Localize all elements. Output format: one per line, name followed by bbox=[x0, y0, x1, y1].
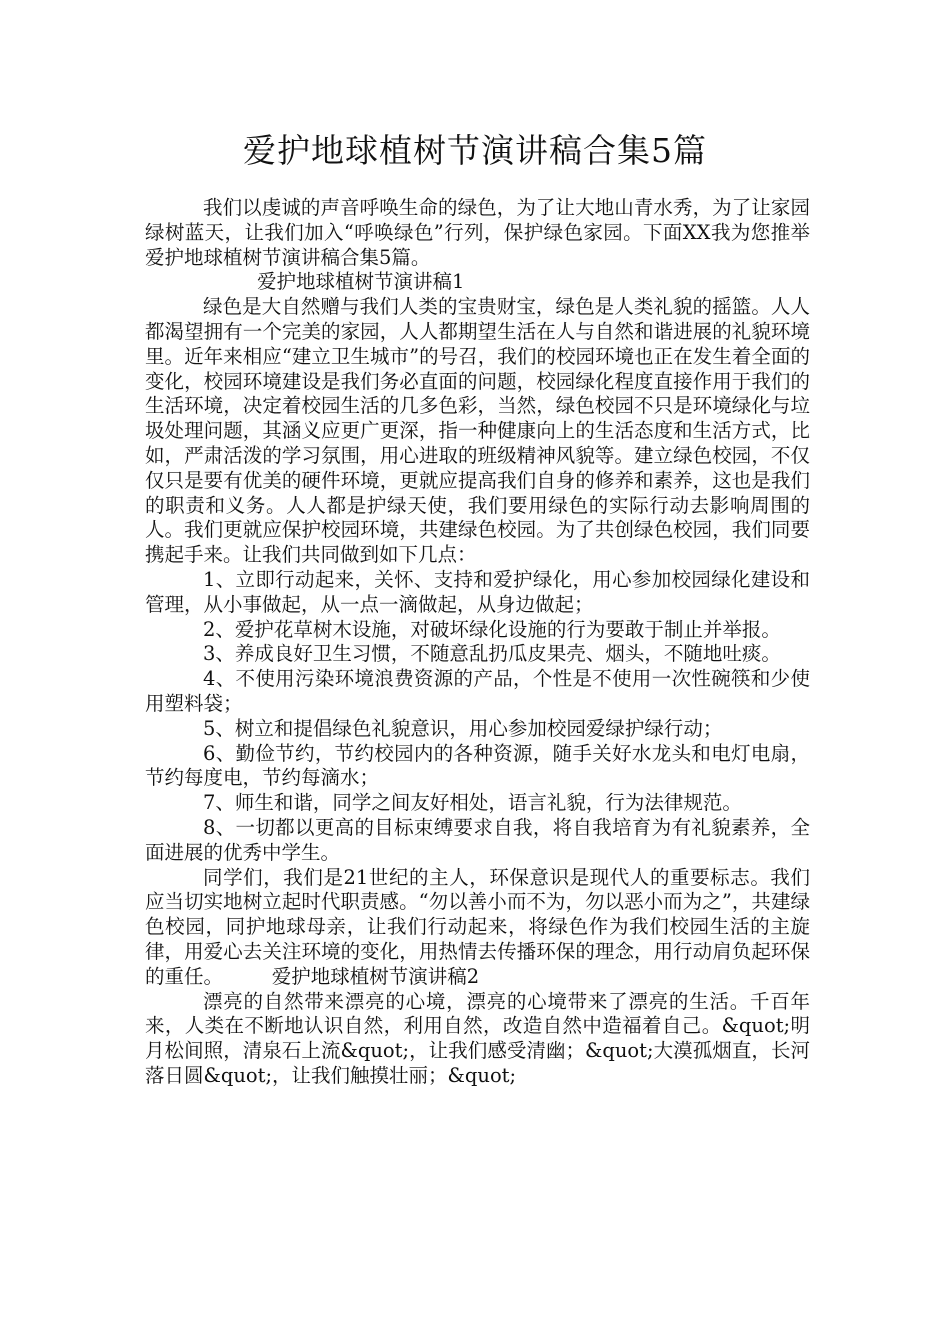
closing-paragraph bbox=[145, 866, 810, 990]
list-item-8: 8、一切都以更高的目标束缚要求自我，将自我培育为有礼貌素养，全面进展的优秀中学生。 bbox=[145, 815, 810, 864]
intro-paragraph: 我们以虔诚的声音呼唤生命的绿色，为了让大地山青水秀，为了让家园绿树蓝天，让我们加入“呼唤绿色”行列，保护绿色家园。下面XX我为您推举爱护地球植树节演讲稿合集5篇。 bbox=[145, 196, 810, 269]
speech-2-heading: 爱护地球植树节演讲稿2 bbox=[271, 964, 480, 988]
document-body bbox=[145, 196, 810, 1089]
closing-text: 同学们，我们是21世纪的主人，环保意识是现代人的重要标志。我们应当切实地树立起时代职责感。“勿以善小而不为，勿以恶小而为之”，共建绿色校园，同护地球母亲，让我们行动起来，将绿色作为我们校园生活的主旋律，用爱心去关注环境的变化，用热情去传播环保的理念，用行动肩负起环保的重任。 bbox=[145, 865, 810, 988]
speech-1-paragraph: 绿色是大自然赠与我们人类的宝贵财宝，绿色是人类礼貌的摇篮。人人都渴望拥有一个完美的家园，人人都期望生活在人与自然和谐进展的礼貌环境里。近年来相应“建立卫生城市”的号召，我们的校园环境也正在发生着全面的变化，校园环境建设是我们务必直面的问题，校园绿化程度直接作用于我们的生活环境，决定着校园生活的几多色彩，当然，绿色校园不只是环境绿化与垃圾处理问题，其涵义应更广更深，指一种健康向上的生活态度和生活方式，比如，严肃活泼的学习氛围，用心进取的班级精神风貌等。建立绿色校园，不仅仅只是要有优美的硬件环境，更就应提高我们自身的修养和素养，这也是我们的职责和义务。人人都是护绿天使，我们要用绿色的实际行动去影响周围的人。我们更就应保护校园环境，共建绿色校园。为了共创绿色校园，我们同要携起手来。让我们共同做到如下几点： bbox=[145, 295, 810, 567]
list-item-5: 5、树立和提倡绿色礼貌意识，用心参加校园爱绿护绿行动； bbox=[203, 716, 723, 740]
list-item-4: 4、不使用污染环境浪费资源的产品，个性是不使用一次性碗筷和少使用塑料袋； bbox=[145, 667, 810, 715]
list-item-2: 2、爱护花草树木设施，对破坏绿化设施的行为要敢于制止并举报。 bbox=[203, 617, 781, 641]
speech-2-paragraph: 漂亮的自然带来漂亮的心境，漂亮的心境带来了漂亮的生活。千百年来，人类在不断地认识自然，利用自然，改造自然中造福着自己。&quot;明月松间照，清泉石上流&quot;，让我们感受清幽；&quot;大漠孤烟直，长河落日圆&quot;，让我们触摸壮丽；&quot; bbox=[145, 989, 810, 1087]
list-item-6: 6、勤俭节约，节约校园内的各种资源，随手关好水龙头和电灯电扇，节约每度电，节约每滴水； bbox=[145, 741, 810, 790]
list-item-7: 7、师生和谐，同学之间友好相处，语言礼貌，行为法律规范。 bbox=[203, 791, 742, 815]
speech-1-heading: 爱护地球植树节演讲稿1 bbox=[257, 270, 465, 294]
list-item-1: 1、立即行动起来，关怀、支持和爱护绿化，用心参加校园绿化建设和管理，从小事做起，从一点一滴做起，从身边做起； bbox=[145, 567, 810, 616]
document-title: 爱护地球植树节演讲稿合集5篇 bbox=[243, 131, 707, 170]
list-item-3: 3、养成良好卫生习惯，不随意乱扔瓜皮果壳、烟头，不随地吐痰。 bbox=[203, 642, 781, 666]
